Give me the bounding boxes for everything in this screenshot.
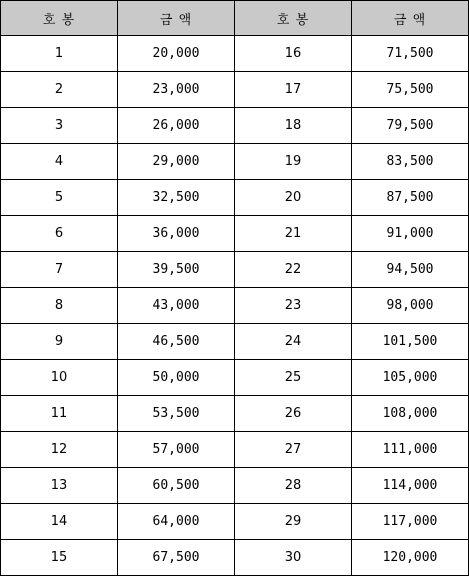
- table-row: [1, 396, 469, 432]
- table-row: [1, 180, 469, 216]
- grade-right-cell: 22: [235, 252, 352, 288]
- amount-left-cell: 50,000: [118, 360, 235, 396]
- amount-right-cell: 114,000: [352, 468, 469, 504]
- amount-left-cell: 57,000: [118, 432, 235, 468]
- grade-left-cell: 7: [1, 252, 118, 288]
- amount-left-cell: 29,000: [118, 144, 235, 180]
- table-row: [1, 72, 469, 108]
- grade-right-cell: 19: [235, 144, 352, 180]
- table-row: [1, 252, 469, 288]
- grade-right-cell: 18: [235, 108, 352, 144]
- grade-right-cell: 16: [235, 36, 352, 72]
- table-row: [1, 36, 469, 72]
- amount-left-cell: 32,500: [118, 180, 235, 216]
- grade-right-cell: 27: [235, 432, 352, 468]
- table-row: [1, 468, 469, 504]
- table-header: [1, 1, 469, 36]
- grade-right-cell: 30: [235, 540, 352, 576]
- amount-left-cell: 43,000: [118, 288, 235, 324]
- grade-right-cell: 29: [235, 504, 352, 540]
- grade-left-cell: 14: [1, 504, 118, 540]
- amount-right-cell: 75,500: [352, 72, 469, 108]
- table-row: [1, 288, 469, 324]
- table-row: [1, 144, 469, 180]
- grade-right-cell: 20: [235, 180, 352, 216]
- table-row: [1, 540, 469, 576]
- amount-right-cell: 111,000: [352, 432, 469, 468]
- grade-left-cell: 2: [1, 72, 118, 108]
- amount-left-cell: 46,500: [118, 324, 235, 360]
- amount-left-cell: 20,000: [118, 36, 235, 72]
- grade-left-cell: 10: [1, 360, 118, 396]
- grade-left-cell: 15: [1, 540, 118, 576]
- grade-right-cell: 17: [235, 72, 352, 108]
- header-amount-left: 금 액: [118, 1, 235, 36]
- amount-right-cell: 94,500: [352, 252, 469, 288]
- grade-left-cell: 13: [1, 468, 118, 504]
- grade-left-cell: 11: [1, 396, 118, 432]
- grade-left-cell: 4: [1, 144, 118, 180]
- table-row: [1, 504, 469, 540]
- grade-left-cell: 12: [1, 432, 118, 468]
- amount-left-cell: 36,000: [118, 216, 235, 252]
- amount-left-cell: 64,000: [118, 504, 235, 540]
- amount-right-cell: 108,000: [352, 396, 469, 432]
- amount-left-cell: 60,500: [118, 468, 235, 504]
- table-row: [1, 108, 469, 144]
- grade-left-cell: 6: [1, 216, 118, 252]
- amount-right-cell: 91,000: [352, 216, 469, 252]
- amount-right-cell: 87,500: [352, 180, 469, 216]
- header-row: [1, 1, 469, 36]
- amount-left-cell: 53,500: [118, 396, 235, 432]
- grade-left-cell: 3: [1, 108, 118, 144]
- table-row: [1, 360, 469, 396]
- grade-left-cell: 8: [1, 288, 118, 324]
- amount-right-cell: 98,000: [352, 288, 469, 324]
- header-grade-right: 호 봉: [235, 1, 352, 36]
- grade-right-cell: 24: [235, 324, 352, 360]
- grade-right-cell: 25: [235, 360, 352, 396]
- amount-right-cell: 79,500: [352, 108, 469, 144]
- amount-right-cell: 71,500: [352, 36, 469, 72]
- grade-right-cell: 23: [235, 288, 352, 324]
- amount-right-cell: 101,500: [352, 324, 469, 360]
- grade-right-cell: 21: [235, 216, 352, 252]
- table-body: [1, 36, 469, 576]
- header-amount-right: 금 액: [352, 1, 469, 36]
- grade-right-cell: 28: [235, 468, 352, 504]
- amount-right-cell: 117,000: [352, 504, 469, 540]
- amount-left-cell: 23,000: [118, 72, 235, 108]
- table-row: [1, 432, 469, 468]
- header-grade-left: 호 봉: [1, 1, 118, 36]
- amount-left-cell: 67,500: [118, 540, 235, 576]
- table-row: [1, 216, 469, 252]
- amount-right-cell: 83,500: [352, 144, 469, 180]
- amount-right-cell: 105,000: [352, 360, 469, 396]
- grade-right-cell: 26: [235, 396, 352, 432]
- grade-left-cell: 1: [1, 36, 118, 72]
- amount-left-cell: 39,500: [118, 252, 235, 288]
- grade-left-cell: 9: [1, 324, 118, 360]
- amount-right-cell: 120,000: [352, 540, 469, 576]
- amount-left-cell: 26,000: [118, 108, 235, 144]
- table-row: [1, 324, 469, 360]
- grade-left-cell: 5: [1, 180, 118, 216]
